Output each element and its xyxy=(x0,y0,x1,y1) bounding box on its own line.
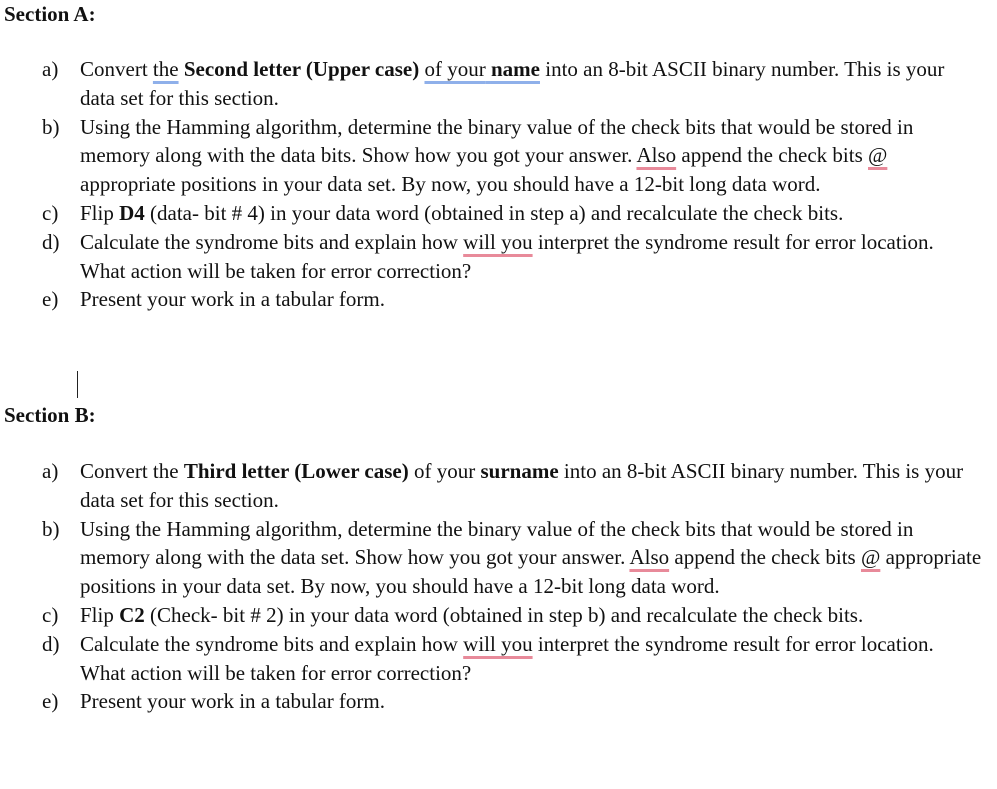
bold-term: D4 xyxy=(119,200,145,225)
section-a-item-c xyxy=(0,199,982,228)
item-text: Calculate the syndrome bits and explain how xyxy=(80,631,464,656)
bold-term: surname xyxy=(480,459,559,483)
section-b-item-b xyxy=(0,515,982,601)
section-a-heading: Section A: xyxy=(4,2,96,26)
item-text: append the check bits xyxy=(669,545,861,570)
item-marker: b) xyxy=(42,516,60,541)
section-b-heading: Section B: xyxy=(4,403,96,427)
section-b-item-a xyxy=(0,457,982,515)
section-a-item-e xyxy=(0,285,982,314)
item-text: Using the Hamming algorithm, determine the binary value of the check bits that would be stored in memory along with the data set. Show how you got your answer. xyxy=(80,516,914,570)
section-b-item-d xyxy=(0,630,982,688)
spelling-underlined-word[interactable]: Also xyxy=(636,143,677,168)
item-marker: e) xyxy=(42,689,59,714)
grammar-underlined-phrase[interactable] xyxy=(424,57,540,81)
bold-term: Second letter (Upper case) xyxy=(183,57,420,81)
spelling-underlined-word[interactable]: @ xyxy=(860,545,881,570)
item-text: of your xyxy=(408,459,481,483)
bold-term: C2 xyxy=(119,602,145,627)
item-marker: d) xyxy=(42,631,60,656)
item-marker: c) xyxy=(42,200,59,225)
item-marker: d) xyxy=(42,229,60,254)
section-a-item-a xyxy=(0,55,982,113)
item-marker: e) xyxy=(42,287,59,312)
item-marker: a) xyxy=(42,57,59,81)
item-text: append the check bits xyxy=(676,143,868,168)
item-text: Flip xyxy=(80,602,120,627)
item-text: Present your work in a tabular form. xyxy=(80,689,386,714)
item-marker: a) xyxy=(42,459,59,483)
item-text: Convert xyxy=(80,57,153,81)
item-text: Convert the xyxy=(80,459,184,483)
item-text: appropriate positions in your data set. By now, you should have a 12-bit long data word. xyxy=(80,545,982,599)
text-cursor xyxy=(77,371,78,398)
spelling-underlined-word[interactable]: @ xyxy=(868,143,888,168)
item-text: into an 8-bit ASCII binary number. This is your data set for this section. xyxy=(80,459,964,512)
section-b-item-e xyxy=(0,687,982,716)
item-text: (data- bit # 4) in your data word (obtained in step a) and recalculate the check bits. xyxy=(144,200,844,225)
item-marker: b) xyxy=(42,114,60,139)
item-text: into an 8-bit ASCII binary number. This is your data set for this section. xyxy=(80,57,945,110)
grammar-underlined-word[interactable]: the xyxy=(152,57,179,81)
item-marker: c) xyxy=(42,602,59,627)
bold-term: Third letter (Lower case) xyxy=(183,459,409,483)
item-text: appropriate positions in your data set. By now, you should have a 12-bit long data word. xyxy=(80,172,821,197)
section-a-item-d xyxy=(0,228,982,286)
item-text: (Check- bit # 2) in your data word (obtained in step b) and recalculate the check bits. xyxy=(144,602,864,627)
spelling-underlined-phrase[interactable]: will you xyxy=(463,631,533,656)
item-text: Using the Hamming algorithm, determine the binary value of the check bits that would be stored in memory along with the data bits. Show how you got your answer. xyxy=(80,114,914,168)
item-text: Present your work in a tabular form. xyxy=(80,287,386,312)
item-text: Flip xyxy=(80,200,120,225)
section-b-item-c xyxy=(0,601,982,630)
item-text: interpret the syndrome result for error location. What action will be taken for error correction? xyxy=(80,631,934,685)
section-a-item-b xyxy=(0,113,982,199)
item-text: Calculate the syndrome bits and explain how xyxy=(80,229,464,254)
spelling-underlined-word[interactable]: Also xyxy=(629,545,670,570)
item-text: interpret the syndrome result for error location. What action will be taken for error correction? xyxy=(80,229,934,283)
item-text: of your xyxy=(424,57,486,81)
spelling-underlined-phrase[interactable]: will you xyxy=(463,229,533,254)
section-a-list xyxy=(0,55,997,314)
bold-term: name xyxy=(490,57,540,81)
section-b-list xyxy=(0,457,997,716)
